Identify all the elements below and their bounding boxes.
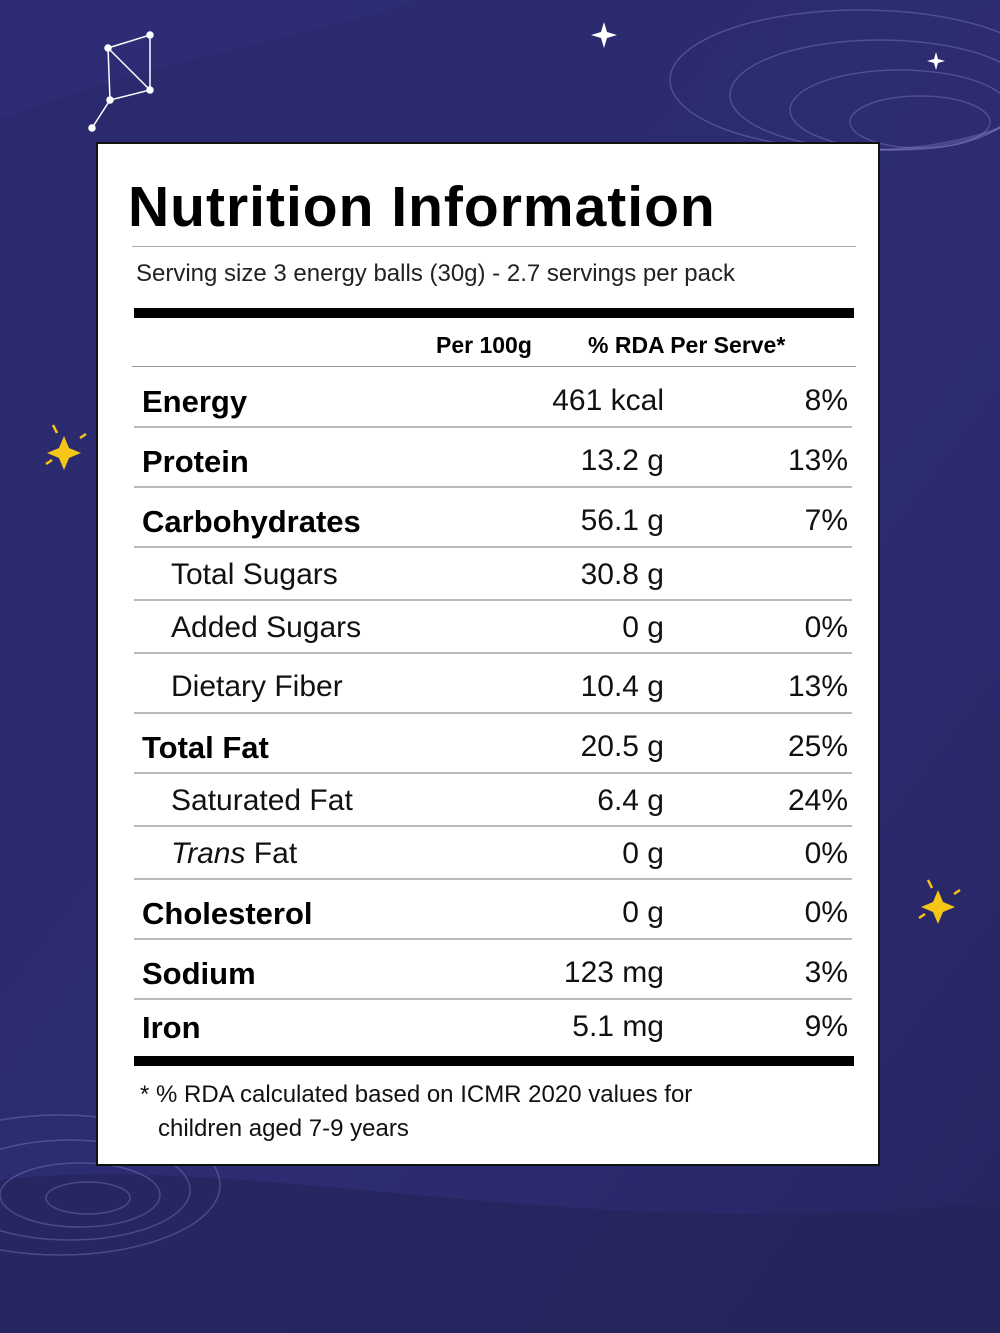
- thick-divider: [134, 1056, 854, 1066]
- nutrient-row-energy: [134, 368, 852, 428]
- nutrition-label: [96, 142, 880, 1166]
- serving-size: Serving size 3 energy balls (30g) - 2.7 servings per pack: [136, 260, 735, 287]
- nutrient-row-iron: [134, 1000, 852, 1056]
- nutrient-row-protein: [134, 428, 852, 488]
- thick-divider: [134, 308, 854, 318]
- trans-fat-rest: Fat: [245, 837, 298, 870]
- nutrient-rda: 0%: [804, 611, 848, 644]
- nutrient-value: 123 mg: [563, 956, 664, 989]
- nutrient-row-dietary-fiber: [134, 654, 852, 714]
- nutrient-rda: 25%: [787, 730, 848, 763]
- label-title: Nutrition Information: [128, 175, 716, 239]
- nutrient-value: 461 kcal: [552, 384, 664, 417]
- nutrient-value: 0 g: [622, 896, 664, 929]
- nutrient-value: 56.1 g: [580, 504, 664, 537]
- nutrient-row-trans-fat: [134, 827, 852, 880]
- nutrient-name: Sodium: [142, 956, 256, 991]
- nutrient-value: 30.8 g: [580, 558, 664, 591]
- divider: [132, 366, 856, 367]
- nutrient-row-carbohydrates: [134, 488, 852, 548]
- nutrient-rda: 13%: [787, 670, 848, 703]
- nutrient-rda: 0%: [804, 837, 848, 870]
- nutrient-name: Protein: [142, 444, 249, 479]
- nutrient-row-added-sugars: [134, 601, 852, 654]
- nutrient-name: Saturated Fat: [171, 784, 353, 817]
- nutrient-name: Carbohydrates: [142, 504, 361, 539]
- column-header-rda: % RDA Per Serve*: [588, 332, 786, 358]
- nutrient-rda: 0%: [804, 896, 848, 929]
- nutrient-value: 0 g: [622, 837, 664, 870]
- nutrient-row-cholesterol: [134, 880, 852, 940]
- footnote: [140, 1078, 692, 1146]
- nutrient-name: [171, 837, 297, 871]
- nutrient-value: 6.4 g: [597, 784, 664, 817]
- nutrient-name: Energy: [142, 384, 248, 419]
- nutrient-name: Dietary Fiber: [171, 670, 343, 703]
- nutrient-value: 13.2 g: [580, 444, 664, 477]
- nutrient-rda: 7%: [804, 504, 848, 537]
- trans-italic: Trans: [171, 837, 246, 870]
- nutrient-rda: 9%: [804, 1010, 848, 1043]
- nutrient-value: 20.5 g: [580, 730, 664, 763]
- nutrient-name: Cholesterol: [142, 896, 313, 931]
- nutrient-row-sodium: [134, 940, 852, 1000]
- nutrient-row-saturated-fat: [134, 774, 852, 827]
- nutrient-value: 10.4 g: [580, 670, 664, 703]
- nutrient-rda: 13%: [787, 444, 848, 477]
- nutrient-row-total-sugars: [134, 548, 852, 601]
- footnote-line-2: children aged 7-9 years: [158, 1115, 409, 1142]
- footnote-line-1: * % RDA calculated based on ICMR 2020 values for: [140, 1081, 693, 1108]
- divider: [132, 246, 856, 247]
- nutrient-value: 0 g: [622, 611, 664, 644]
- column-header-per-100g: Per 100g: [436, 332, 532, 358]
- nutrient-rda: 24%: [787, 784, 848, 817]
- nutrient-name: Added Sugars: [171, 611, 362, 644]
- nutrient-row-total-fat: [134, 714, 852, 774]
- nutrient-rda: 3%: [804, 956, 848, 989]
- nutrient-rda: 8%: [804, 384, 848, 417]
- nutrient-name: Total Fat: [142, 730, 269, 765]
- nutrient-name: Iron: [142, 1010, 201, 1045]
- nutrient-name: Total Sugars: [171, 558, 338, 591]
- nutrient-value: 5.1 mg: [572, 1010, 664, 1043]
